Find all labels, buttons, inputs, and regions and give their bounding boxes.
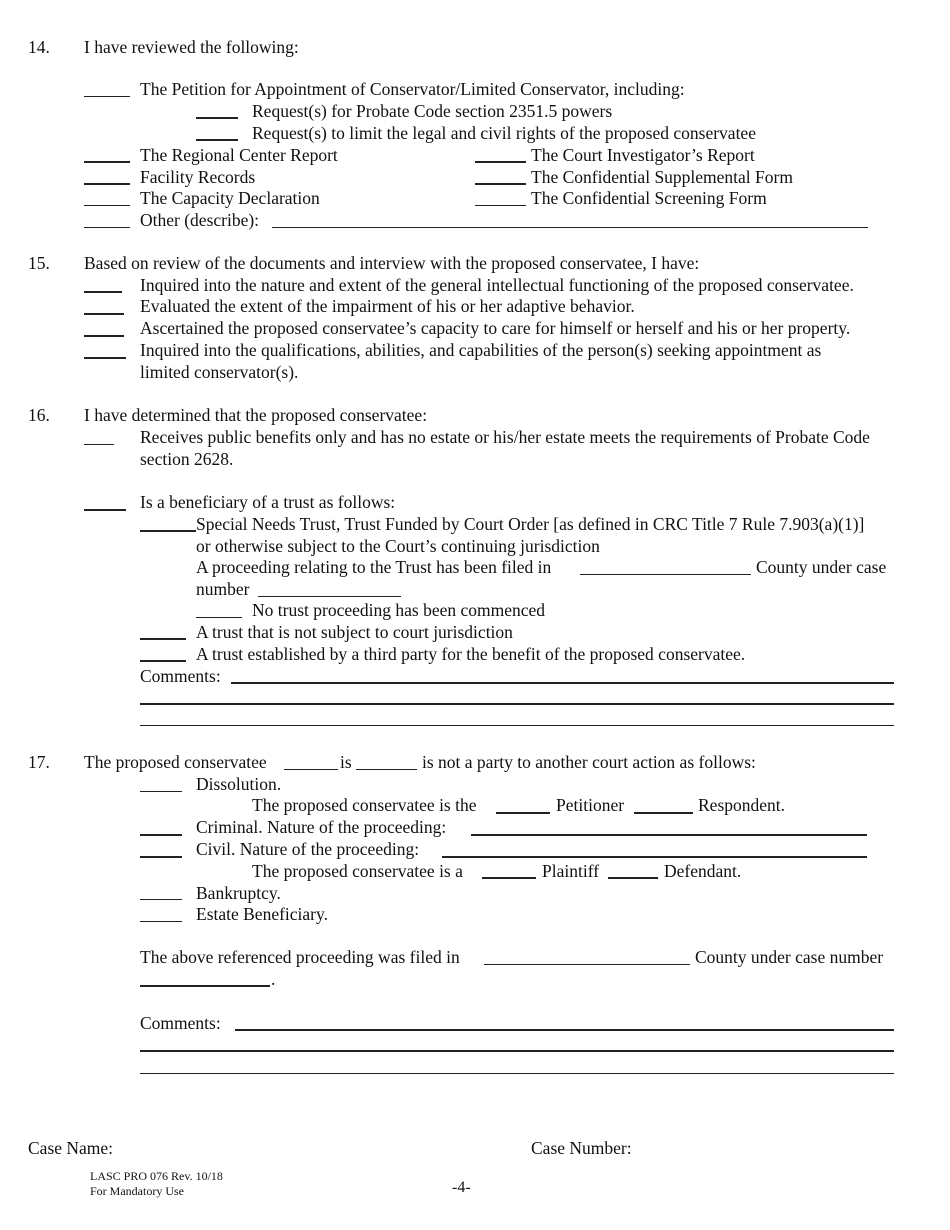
plaintiff-checkbox-line[interactable] xyxy=(482,877,536,879)
special-needs-trust-label-line2: or otherwise subject to the Court’s continuing jurisdiction xyxy=(196,536,600,556)
qualifications-label-line1: Inquired into the qualifications, abilities, and capabilities of the person(s) seeking appointment as xyxy=(140,340,822,360)
is-party-checkbox-line[interactable] xyxy=(284,769,338,770)
proceeding-period: . xyxy=(271,969,276,989)
request-limit-rights-checkbox-line[interactable] xyxy=(196,139,238,141)
capacity-care-checkbox-line[interactable] xyxy=(84,335,124,337)
dissolution-checkbox-line[interactable] xyxy=(140,791,182,792)
dissolution-label: Dissolution. xyxy=(196,774,282,794)
request-2351-label: Request(s) for Probate Code section 2351.5 powers xyxy=(252,101,613,121)
section-17-heading-prefix: The proposed conservatee xyxy=(84,752,267,772)
trust-comments-label: Comments: xyxy=(140,666,221,686)
section-16-heading: I have determined that the proposed conservatee: xyxy=(84,405,428,425)
is-not-party-label: is not a party to another court action as follows: xyxy=(422,752,756,772)
trust-proceeding-label: A proceeding relating to the Trust has been filed in xyxy=(196,557,552,577)
trust-comments-field-line1[interactable] xyxy=(231,682,894,684)
section-17-number: 17. xyxy=(28,752,50,772)
no-trust-proceeding-checkbox-line[interactable] xyxy=(196,617,242,618)
public-benefits-label-line2: section 2628. xyxy=(140,449,234,469)
dissolution-role-label: The proposed conservatee is the xyxy=(252,795,477,815)
investigator-report-checkbox-line[interactable] xyxy=(475,161,526,163)
supplemental-form-label: The Confidential Supplemental Form xyxy=(531,167,793,187)
proceeding-county-field[interactable] xyxy=(484,964,690,965)
section-14-heading: I have reviewed the following: xyxy=(84,37,299,57)
civil-nature-field[interactable] xyxy=(442,856,867,858)
petition-label: The Petition for Appointment of Conservator/Limited Conservator, including: xyxy=(140,79,685,99)
third-party-trust-label: A trust established by a third party for the benefit of the proposed conservatee. xyxy=(196,644,746,664)
trust-beneficiary-label: Is a beneficiary of a trust as follows: xyxy=(140,492,396,512)
special-needs-trust-label-line1: Special Needs Trust, Trust Funded by Court Order [as defined in CRC Title 7 Rule 7.903(a)(1)] xyxy=(196,514,865,534)
action-comments-field-line2[interactable] xyxy=(140,1050,894,1052)
adaptive-behavior-checkbox-line[interactable] xyxy=(84,313,124,315)
section-15-number: 15. xyxy=(28,253,50,273)
proceeding-filed-label: The above referenced proceeding was filed in xyxy=(140,947,460,967)
section-15-heading: Based on review of the documents and interview with the proposed conservatee, I have: xyxy=(84,253,700,273)
action-comments-label: Comments: xyxy=(140,1013,221,1033)
request-limit-rights-label: Request(s) to limit the legal and civil rights of the proposed conservatee xyxy=(252,123,756,143)
intellectual-functioning-checkbox-line[interactable] xyxy=(84,291,122,293)
page-number: -4- xyxy=(452,1179,471,1196)
public-benefits-checkbox-line[interactable] xyxy=(84,444,114,445)
capacity-care-label: Ascertained the proposed conservatee’s capacity to care for himself or herself and his or her property. xyxy=(140,318,851,338)
request-2351-checkbox-line[interactable] xyxy=(196,117,238,119)
no-trust-proceeding-label: No trust proceeding has been commenced xyxy=(252,600,546,620)
regional-center-label: The Regional Center Report xyxy=(140,145,338,165)
trust-comments-field-line2[interactable] xyxy=(140,703,894,705)
criminal-checkbox-line[interactable] xyxy=(140,834,182,836)
petitioner-checkbox-line[interactable] xyxy=(496,812,550,814)
section-16-number: 16. xyxy=(28,405,50,425)
respondent-checkbox-line[interactable] xyxy=(634,812,693,814)
estate-beneficiary-label: Estate Beneficiary. xyxy=(196,904,328,924)
screening-form-label: The Confidential Screening Form xyxy=(531,188,767,208)
other-checkbox-line[interactable] xyxy=(84,227,130,228)
is-party-label: is xyxy=(340,752,352,772)
qualifications-checkbox-line[interactable] xyxy=(84,357,126,359)
investigator-report-label: The Court Investigator’s Report xyxy=(531,145,755,165)
facility-records-label: Facility Records xyxy=(140,167,256,187)
petition-checkbox-line[interactable] xyxy=(84,96,130,97)
mandatory-use-note: For Mandatory Use xyxy=(90,1184,184,1198)
criminal-nature-field[interactable] xyxy=(471,834,867,836)
case-name-label: Case Name: xyxy=(28,1138,114,1158)
not-subject-trust-label: A trust that is not subject to court jurisdiction xyxy=(196,622,513,642)
not-subject-trust-checkbox-line[interactable] xyxy=(140,638,186,640)
defendant-label: Defendant. xyxy=(664,861,742,881)
action-comments-field-line1[interactable] xyxy=(235,1029,894,1031)
defendant-checkbox-line[interactable] xyxy=(608,877,658,879)
supplemental-form-checkbox-line[interactable] xyxy=(475,183,526,185)
facility-records-checkbox-line[interactable] xyxy=(84,183,130,185)
trust-county-suffix: County under case xyxy=(756,557,887,577)
section-14-number: 14. xyxy=(28,37,50,57)
form-id: LASC PRO 076 Rev. 10/18 xyxy=(90,1169,223,1183)
capacity-declaration-label: The Capacity Declaration xyxy=(140,188,320,208)
screening-form-checkbox-line[interactable] xyxy=(475,205,526,206)
intellectual-functioning-label: Inquired into the nature and extent of the general intellectual functioning of the proposed conservatee. xyxy=(140,275,854,295)
civil-checkbox-line[interactable] xyxy=(140,856,182,858)
other-label: Other (describe): xyxy=(140,210,260,230)
qualifications-label-line2: limited conservator(s). xyxy=(140,362,299,382)
public-benefits-label-line1: Receives public benefits only and has no estate or his/her estate meets the requirements of Probate Code xyxy=(140,427,870,447)
criminal-label: Criminal. Nature of the proceeding: xyxy=(196,817,447,837)
proceeding-county-suffix: County under case number xyxy=(695,947,884,967)
trust-case-number-field[interactable] xyxy=(258,596,401,597)
respondent-label: Respondent. xyxy=(698,795,786,815)
is-not-party-checkbox-line[interactable] xyxy=(356,769,417,770)
capacity-declaration-checkbox-line[interactable] xyxy=(84,205,130,206)
petitioner-label: Petitioner xyxy=(556,795,625,815)
plaintiff-label: Plaintiff xyxy=(542,861,600,881)
trust-county-field[interactable] xyxy=(580,574,751,575)
bankruptcy-checkbox-line[interactable] xyxy=(140,899,182,900)
trust-beneficiary-checkbox-line[interactable] xyxy=(84,509,126,511)
trust-number-label: number xyxy=(196,579,250,599)
estate-beneficiary-checkbox-line[interactable] xyxy=(140,921,182,922)
bankruptcy-label: Bankruptcy. xyxy=(196,883,281,903)
regional-center-checkbox-line[interactable] xyxy=(84,161,130,163)
civil-role-label: The proposed conservatee is a xyxy=(252,861,463,881)
third-party-trust-checkbox-line[interactable] xyxy=(140,660,186,662)
special-needs-trust-checkbox-line[interactable] xyxy=(140,530,196,532)
civil-label: Civil. Nature of the proceeding: xyxy=(196,839,420,859)
case-number-label: Case Number: xyxy=(531,1138,632,1158)
proceeding-case-number-field[interactable] xyxy=(140,985,270,987)
action-comments-field-line3[interactable] xyxy=(140,1073,894,1074)
trust-comments-field-line3[interactable] xyxy=(140,725,894,726)
adaptive-behavior-label: Evaluated the extent of the impairment of his or her adaptive behavior. xyxy=(140,296,635,316)
other-describe-field[interactable] xyxy=(272,227,868,228)
